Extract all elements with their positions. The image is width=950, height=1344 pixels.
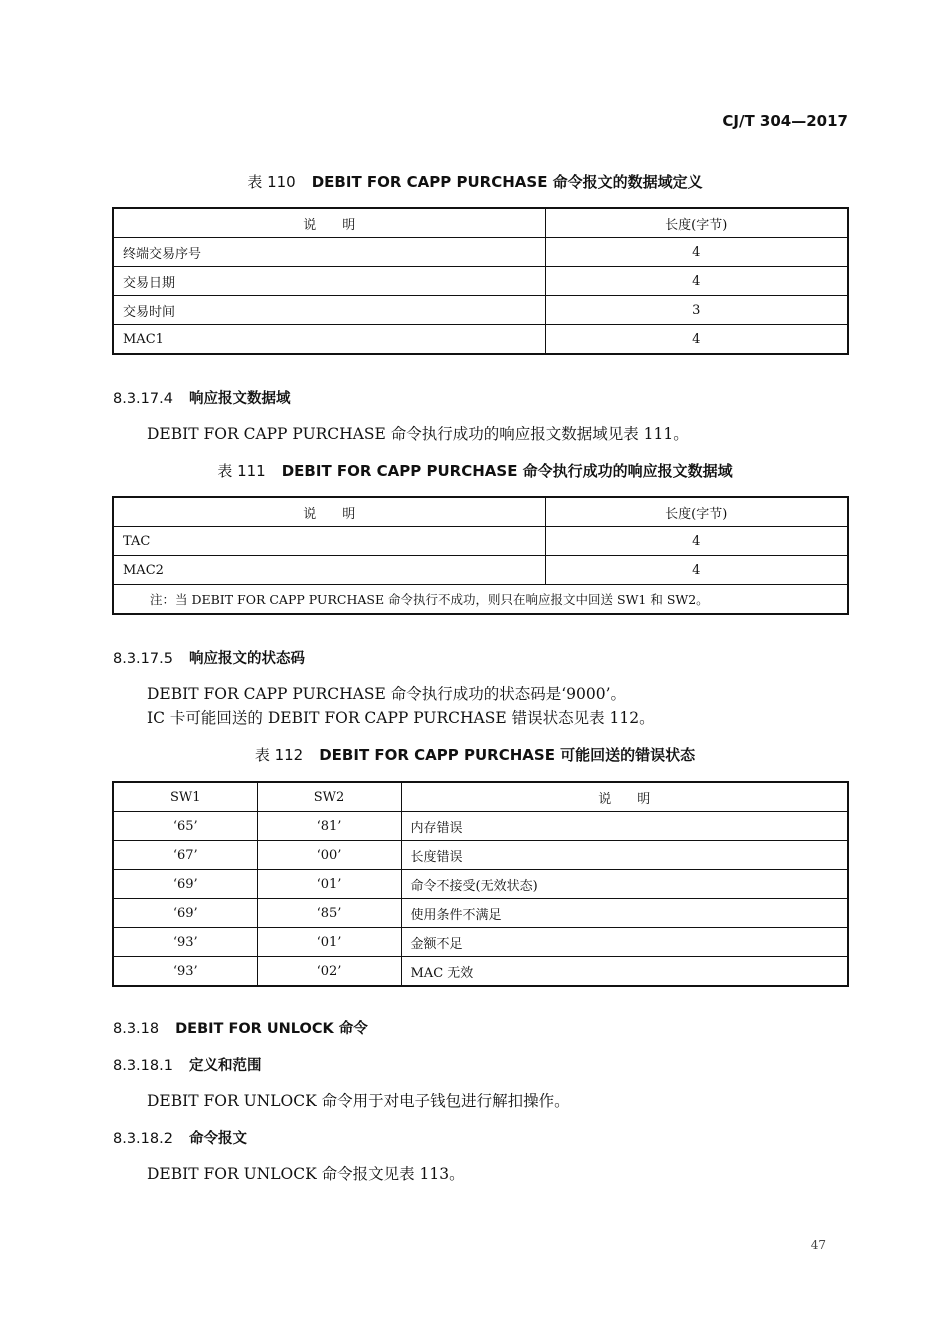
- cell-length: 4: [545, 238, 848, 267]
- paragraph: IC 卡可能回送的 DEBIT FOR CAPP PURCHASE 错误状态见表 112。: [147, 709, 655, 727]
- table-row: [113, 267, 848, 296]
- cell-description: MAC2: [113, 556, 545, 585]
- table-112-number: 表 112: [254, 746, 304, 764]
- table-111-caption: [0, 460, 950, 481]
- cell-sw2: ‘00’: [257, 841, 401, 870]
- header-length: 长度(字节): [545, 497, 848, 527]
- table-row: [113, 928, 848, 957]
- table-111-number: 表 111: [217, 462, 266, 480]
- table-111: [112, 496, 849, 615]
- section-title: 响应报文的状态码: [188, 651, 305, 667]
- section-title: 定义和范围: [188, 1058, 262, 1074]
- table-112: [112, 781, 849, 987]
- section-title: 命令报文: [188, 1131, 247, 1147]
- cell-sw2: ‘81’: [257, 812, 401, 841]
- cell-description: TAC: [113, 527, 545, 556]
- cell-sw1: ‘65’: [113, 812, 257, 841]
- table-row: [113, 957, 848, 987]
- cell-sw2: ‘01’: [257, 928, 401, 957]
- cell-description: 使用条件不满足: [401, 899, 848, 928]
- table-110-number: 表 110: [247, 173, 296, 191]
- table-row: [113, 841, 848, 870]
- cell-description: 交易时间: [113, 296, 545, 325]
- table-note-row: [113, 585, 848, 615]
- table-row: [113, 296, 848, 325]
- cell-description: MAC 无效: [401, 957, 848, 987]
- header-length: 长度(字节): [545, 208, 848, 238]
- paragraph: DEBIT FOR UNLOCK 命令用于对电子钱包进行解扣操作。: [147, 1092, 570, 1110]
- cell-description: 长度错误: [401, 841, 848, 870]
- cell-length: 4: [545, 527, 848, 556]
- table-header-row: [113, 782, 848, 812]
- header-sw1: SW1: [113, 782, 257, 812]
- section-number: 8.3.18: [113, 1021, 160, 1037]
- table-112-title: DEBIT FOR CAPP PURCHASE 可能回送的错误状态: [319, 746, 696, 764]
- section-number: 8.3.18.1: [113, 1058, 173, 1074]
- table-110-caption: [0, 171, 950, 192]
- section-title: 响应报文数据域: [188, 391, 291, 407]
- cell-length: 4: [545, 325, 848, 355]
- table-110: [112, 207, 849, 355]
- table-row: [113, 870, 848, 899]
- paragraph: DEBIT FOR CAPP PURCHASE 命令执行成功的响应报文数据域见表 111。: [147, 425, 689, 443]
- section-heading-8-3-17-5: [113, 647, 305, 668]
- table-header-row: [113, 497, 848, 527]
- cell-sw1: ‘69’: [113, 870, 257, 899]
- table-row: [113, 527, 848, 556]
- cell-description: 金额不足: [401, 928, 848, 957]
- cell-sw1: ‘69’: [113, 899, 257, 928]
- paragraph: DEBIT FOR UNLOCK 命令报文见表 113。: [147, 1165, 465, 1183]
- section-heading-8-3-18-1: [113, 1054, 261, 1075]
- table-note: 注：当 DEBIT FOR CAPP PURCHASE 命令执行不成功，则只在响应报文中回送 SW1 和 SW2。: [113, 585, 848, 615]
- section-number: 8.3.17.5: [113, 651, 173, 667]
- page-number: 47: [810, 1238, 826, 1252]
- cell-length: 3: [545, 296, 848, 325]
- cell-description: MAC1: [113, 325, 545, 355]
- table-110-title: DEBIT FOR CAPP PURCHASE 命令报文的数据域定义: [311, 173, 703, 191]
- cell-length: 4: [545, 267, 848, 296]
- section-heading-8-3-18: [113, 1017, 368, 1038]
- cell-description: 终端交易序号: [113, 238, 545, 267]
- table-row: [113, 325, 848, 355]
- cell-sw2: ‘01’: [257, 870, 401, 899]
- cell-sw1: ‘93’: [113, 928, 257, 957]
- table-row: [113, 812, 848, 841]
- section-title: DEBIT FOR UNLOCK 命令: [175, 1021, 368, 1037]
- cell-length: 4: [545, 556, 848, 585]
- cell-description: 内存错误: [401, 812, 848, 841]
- cell-description: 交易日期: [113, 267, 545, 296]
- header-description: 说 明: [401, 782, 848, 812]
- table-111-title: DEBIT FOR CAPP PURCHASE 命令执行成功的响应报文数据域: [281, 462, 733, 480]
- cell-sw1: ‘67’: [113, 841, 257, 870]
- header-sw2: SW2: [257, 782, 401, 812]
- table-row: [113, 556, 848, 585]
- cell-description: 命令不接受(无效状态): [401, 870, 848, 899]
- table-header-row: [113, 208, 848, 238]
- header-description: 说 明: [113, 208, 545, 238]
- table-row: [113, 238, 848, 267]
- document-code: CJ/T 304—2017: [722, 112, 848, 130]
- cell-sw2: ‘02’: [257, 957, 401, 987]
- section-heading-8-3-18-2: [113, 1127, 247, 1148]
- cell-sw2: ‘85’: [257, 899, 401, 928]
- section-heading-8-3-17-4: [113, 387, 290, 408]
- paragraph: DEBIT FOR CAPP PURCHASE 命令执行成功的状态码是‘9000’。: [147, 685, 627, 703]
- cell-sw1: ‘93’: [113, 957, 257, 987]
- header-description: 说 明: [113, 497, 545, 527]
- table-row: [113, 899, 848, 928]
- section-number: 8.3.18.2: [113, 1131, 173, 1147]
- section-number: 8.3.17.4: [113, 391, 173, 407]
- table-112-caption: [0, 744, 950, 765]
